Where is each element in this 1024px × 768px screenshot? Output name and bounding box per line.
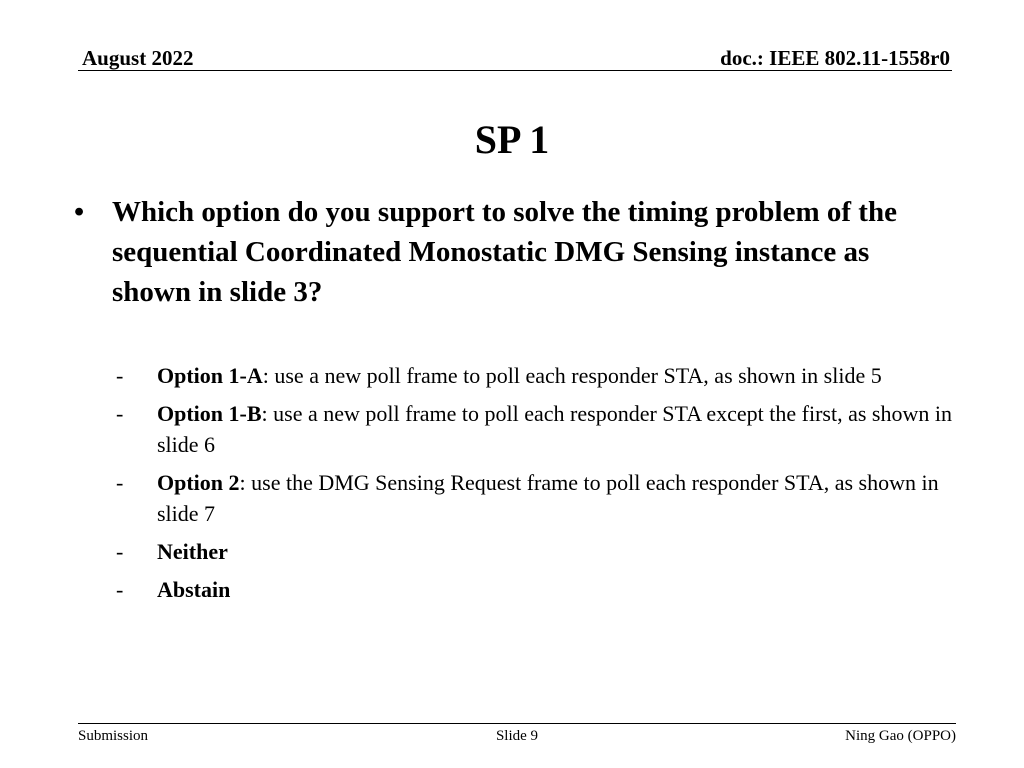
- option-neither: [116, 536, 956, 567]
- slide-header: [78, 44, 952, 71]
- option-body: [157, 467, 956, 529]
- option-abstain: [116, 574, 956, 605]
- option-body: [157, 536, 956, 567]
- option-1b: [116, 398, 956, 460]
- dash-marker: -: [116, 539, 124, 564]
- header-date: August 2022: [82, 46, 194, 70]
- slide-footer: [78, 723, 956, 752]
- bullet-icon: •: [74, 196, 85, 228]
- option-description: : use a new poll frame to poll each responder STA except the first, as shown in slide 6: [157, 401, 952, 457]
- option-label: Option 1-B: [157, 401, 262, 426]
- options-list: [116, 360, 956, 612]
- footer-submission: Submission: [78, 728, 149, 744]
- option-description: : use the DMG Sensing Request frame to poll each responder STA, as shown in slide 7: [157, 470, 939, 526]
- dash-marker: -: [116, 577, 124, 602]
- dash-marker: -: [116, 363, 124, 388]
- dash-marker: -: [116, 401, 124, 426]
- option-2: [116, 467, 956, 529]
- option-label: Abstain: [157, 577, 231, 602]
- option-label: Option 1-A: [157, 363, 263, 388]
- dash-marker: -: [116, 470, 124, 495]
- option-label: Option 2: [157, 470, 240, 495]
- question-text: Which option do you support to solve the timing problem of the sequential Coordinated Monostatic DMG Sensing instance as shown in slide 3?: [112, 196, 897, 308]
- option-body: [157, 574, 956, 605]
- option-body: [157, 398, 956, 460]
- option-description: : use a new poll frame to poll each responder STA, as shown in slide 5: [262, 363, 882, 388]
- header-doc-id: doc.: IEEE 802.11-1558r0: [720, 46, 950, 70]
- option-body: [157, 360, 956, 391]
- option-1a: [116, 360, 956, 391]
- option-label: Neither: [157, 539, 228, 564]
- slide-title: SP 1: [474, 117, 550, 162]
- footer-slide-number: Slide 9: [495, 728, 539, 744]
- question-bullet-item: [74, 192, 954, 312]
- footer-author: Ning Gao (OPPO): [845, 728, 956, 744]
